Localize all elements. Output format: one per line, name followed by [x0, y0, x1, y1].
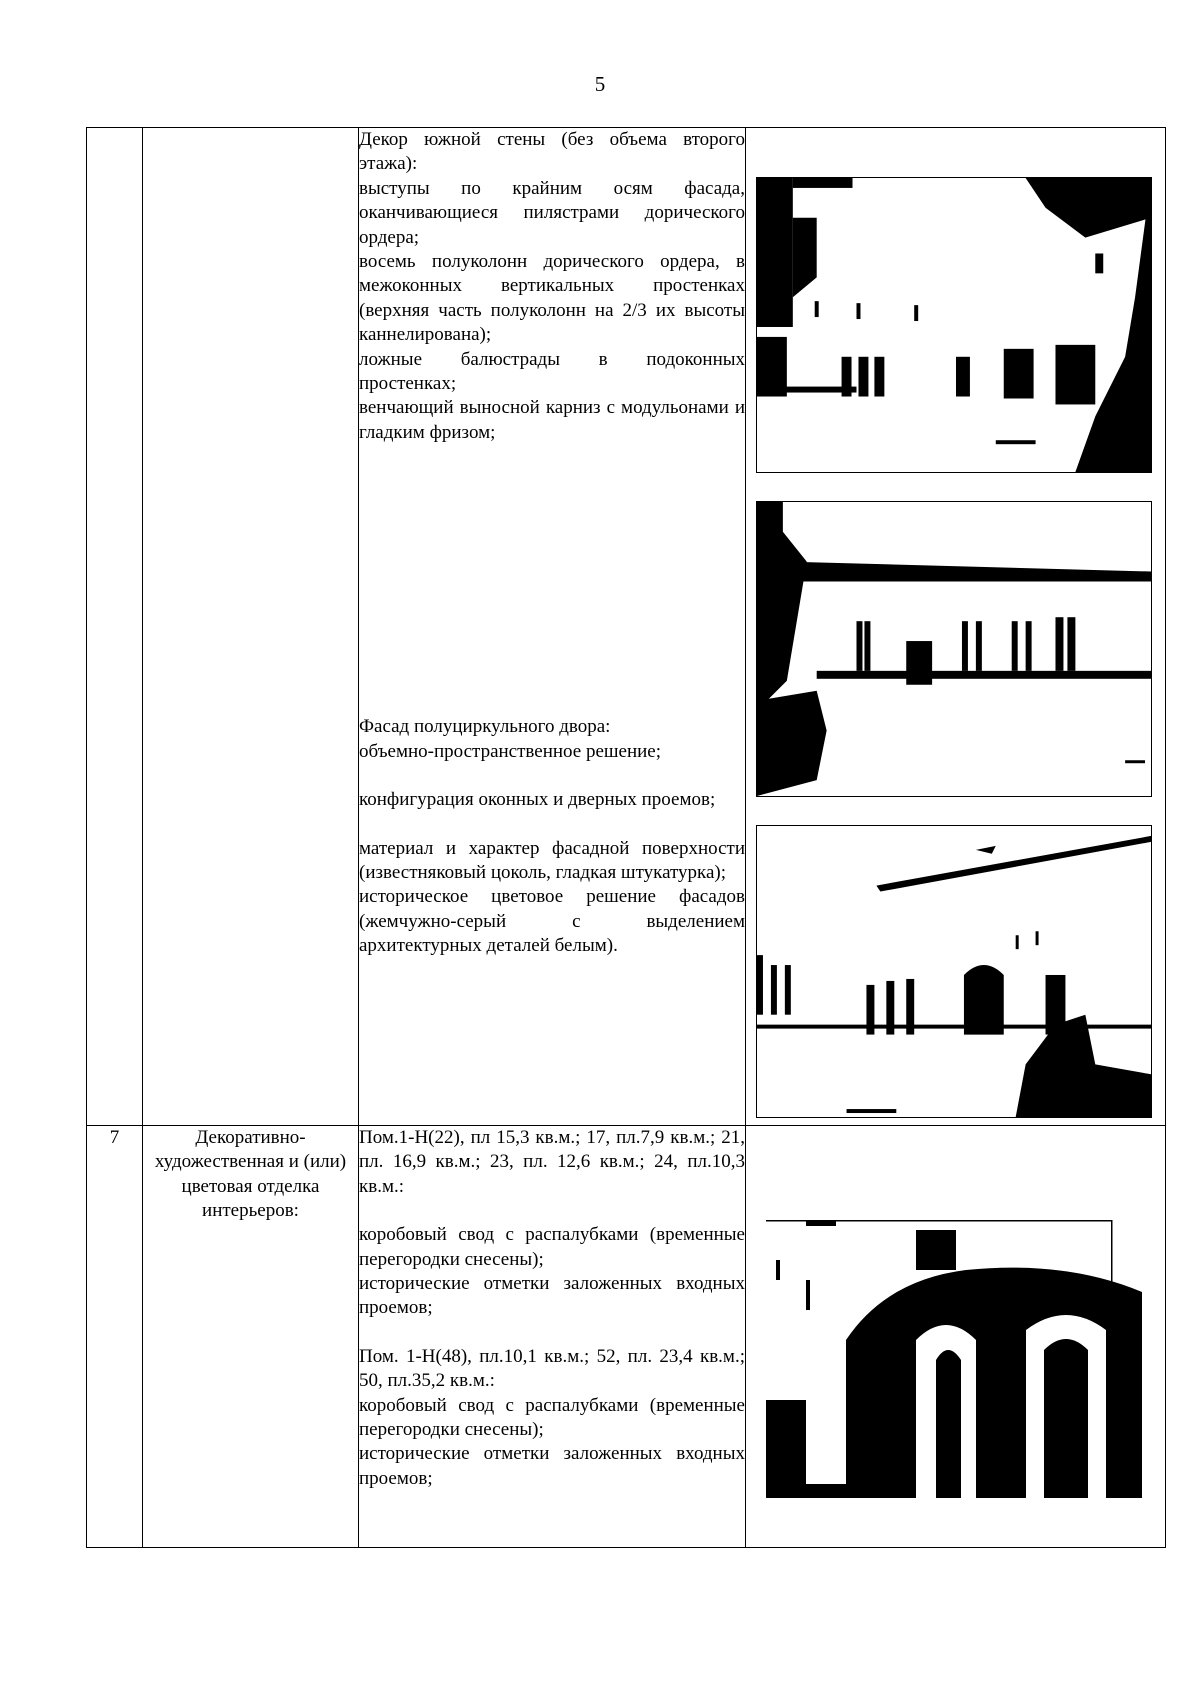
desc-line: исторические отметки заложенных входных проемов; — [359, 1273, 745, 1319]
desc-line: материал и характер фасадной поверхности (известняковый цоколь, гладкая штукатурка); — [359, 837, 745, 883]
desc-line: объемно-пространственное решение; — [359, 740, 662, 762]
desc-line: Пом.1-Н(22), пл 15,3 кв.м.; 17, пл.7,9 кв.м.; 21, пл. 16,9 кв.м.; 23, пл. 12,6 кв.м.; 24, пл.10,3 кв.м.: — [359, 1127, 745, 1197]
desc-line: венчающий выносной карниз с модульонами и гладким фризом; — [359, 397, 745, 443]
page-number: 5 — [594, 72, 606, 96]
row7-description-cell — [359, 1126, 746, 1548]
desc-line: ложные балюстрады в подоконных простенках; — [359, 348, 745, 395]
courtyard-photo-1 — [756, 177, 1152, 473]
courtyard-photo-2 — [756, 501, 1152, 797]
row7-number-cell: 7 — [87, 1126, 143, 1548]
desc-line: коробовый свод с распалубками (временные перегородки снесены); — [359, 1394, 745, 1441]
desc-line: Пом. 1-Н(48), пл.10,1 кв.м.; 52, пл. 23,4 кв.м.; 50, пл.35,2 кв.м.: — [359, 1345, 745, 1392]
desc-line: восемь полуколонн дорического ордера, в межоконных вертикальных простенках (верхняя часть полуколонн на 2/3 их высоты каннелирована); — [359, 251, 745, 346]
row6-photos-cell — [746, 128, 1166, 1126]
desc-line: исторические отметки заложенных входных проемов; — [359, 1443, 745, 1489]
interior-vault-photo — [766, 1220, 1142, 1498]
objects-table — [86, 127, 1166, 1548]
row6-number-cell — [87, 128, 143, 1126]
desc-line: выступы по крайним осям фасада, оканчивающиеся пилястрами дорического ордера; — [359, 177, 745, 248]
desc-line: коробовый свод с распалубками (временные перегородки снесены); — [359, 1224, 745, 1270]
row6-description-cell — [359, 128, 746, 1126]
table-row-6 — [87, 128, 1166, 1126]
table-row-7 — [87, 1126, 1166, 1548]
row7-name-cell: Декоративно-художественная и (или) цветовая отделка интерьеров: — [143, 1126, 359, 1548]
desc-line: историческое цветовое решение фасадов (жемчужно-серый с выделением архитектурных деталей белым). — [359, 886, 745, 957]
desc-line: Фасад полуциркульного двора: — [359, 716, 611, 738]
courtyard-photo-3 — [756, 825, 1152, 1118]
desc-line: Декор южной стены (без объема второго этажа): — [359, 129, 745, 175]
row7-photos-cell — [746, 1126, 1166, 1548]
desc-line: конфигурация оконных и дверных проемов; — [359, 789, 716, 811]
row6-name-cell — [143, 128, 359, 1126]
